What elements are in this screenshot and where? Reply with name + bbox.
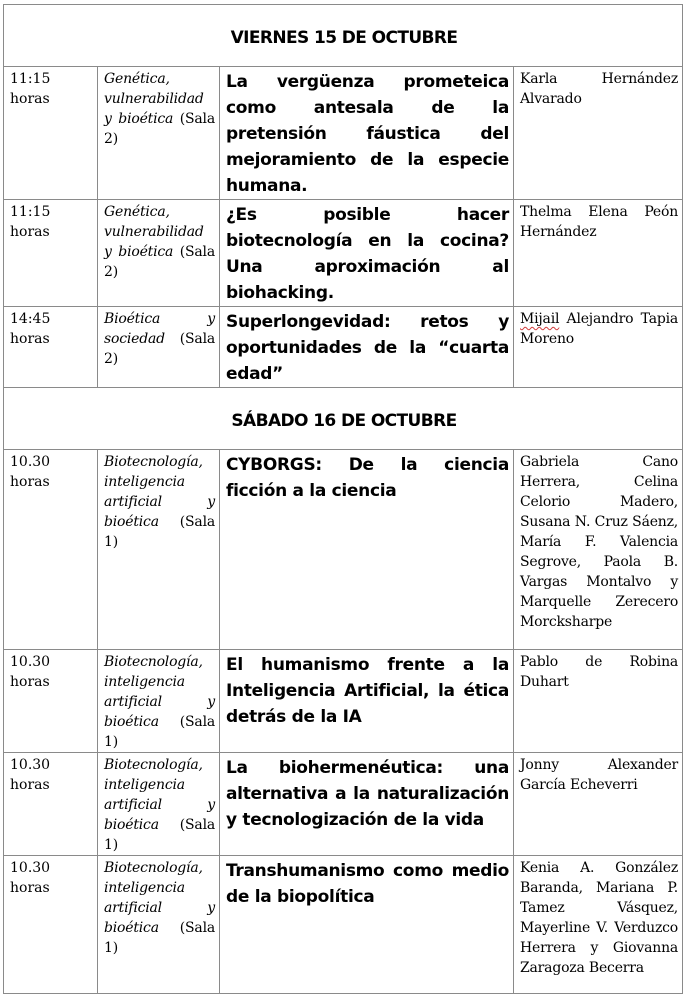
schedule-table bbox=[3, 4, 683, 994]
session-topic: Bioética y sociedad bbox=[104, 311, 215, 347]
talk-authors: Karla Hernández Alvarado bbox=[514, 67, 683, 200]
session-topic: Biotecnología, inteligencia artificial y bioética bbox=[104, 454, 215, 530]
talk-title: El humanismo frente a la Inteligencia Artificial, la ética detrás de la IA bbox=[220, 650, 514, 753]
table-row bbox=[4, 856, 683, 994]
session-area bbox=[98, 450, 220, 650]
table-row bbox=[4, 200, 683, 307]
talk-title: Transhumanismo como medio de la biopolítica bbox=[220, 856, 514, 994]
talk-title: Superlongevidad: retos y oportunidades de la “cuarta edad” bbox=[220, 307, 514, 388]
session-room: (Sala 1) bbox=[104, 817, 215, 853]
day-heading: SÁBADO 16 DE OCTUBRE bbox=[4, 388, 683, 450]
session-area bbox=[98, 307, 220, 388]
table-row bbox=[4, 650, 683, 753]
table-row bbox=[4, 67, 683, 200]
table-row bbox=[4, 753, 683, 856]
session-topic: Biotecnología, inteligencia artificial y bioética bbox=[104, 860, 215, 936]
session-topic: Biotecnología, inteligencia artificial y bioética bbox=[104, 757, 215, 833]
talk-title: CYBORGS: De la ciencia ficción a la ciencia bbox=[220, 450, 514, 650]
talk-title: La biohermenéutica: una alternativa a la naturalización y tecnologización de la vida bbox=[220, 753, 514, 856]
session-area bbox=[98, 200, 220, 307]
session-time: 14:45 horas bbox=[4, 307, 98, 388]
session-area bbox=[98, 650, 220, 753]
session-time: 10.30 horas bbox=[4, 856, 98, 994]
session-topic: Genética, vulnerabilidad y bioética bbox=[104, 204, 204, 260]
session-room: (Sala 1) bbox=[104, 920, 215, 956]
day-header-row bbox=[4, 388, 683, 450]
table-row bbox=[4, 307, 683, 388]
session-area bbox=[98, 856, 220, 994]
session-topic: Biotecnología, inteligencia artificial y bioética bbox=[104, 654, 215, 730]
talk-authors bbox=[514, 307, 683, 388]
session-room: (Sala 2) bbox=[104, 244, 215, 280]
talk-authors: Jonny Alexander García Echeverri bbox=[514, 753, 683, 856]
day-header-row bbox=[4, 5, 683, 67]
session-room: (Sala 1) bbox=[104, 514, 215, 550]
session-room: (Sala 2) bbox=[104, 111, 215, 147]
session-time: 11:15 horas bbox=[4, 67, 98, 200]
talk-authors: Gabriela Cano Herrera, Celina Celorio Madero, Susana N. Cruz Sáenz, María F. Valencia Segrove, Paola B. Vargas Montalvo y Marquelle Zerecero Morcksharpe bbox=[514, 450, 683, 650]
talk-title: La vergüenza prometeica como antesala de la pretensión fáustica del mejoramiento de la especie humana. bbox=[220, 67, 514, 200]
session-topic: Genética, vulnerabilidad y bioética bbox=[104, 71, 204, 127]
session-room: (Sala 2) bbox=[104, 331, 215, 367]
day-heading: VIERNES 15 DE OCTUBRE bbox=[4, 5, 683, 67]
talk-authors: Thelma Elena Peón Hernández bbox=[514, 200, 683, 307]
talk-authors: Kenia A. González Baranda, Mariana P. Tamez Vásquez, Mayerline V. Verduzco Herrera y Giovanna Zaragoza Becerra bbox=[514, 856, 683, 994]
session-time: 10.30 horas bbox=[4, 650, 98, 753]
table-row bbox=[4, 450, 683, 650]
session-time: 11:15 horas bbox=[4, 200, 98, 307]
session-room: (Sala 1) bbox=[104, 714, 215, 750]
talk-authors: Pablo de Robina Duhart bbox=[514, 650, 683, 753]
talk-title: ¿Es posible hacer biotecnología en la cocina? Una aproximación al biohacking. bbox=[220, 200, 514, 307]
session-time: 10.30 horas bbox=[4, 753, 98, 856]
author-rest: Alejandro Tapia Moreno bbox=[520, 311, 679, 347]
session-area bbox=[98, 67, 220, 200]
author-first-name: Mijail bbox=[520, 311, 560, 327]
session-area bbox=[98, 753, 220, 856]
session-time: 10.30 horas bbox=[4, 450, 98, 650]
